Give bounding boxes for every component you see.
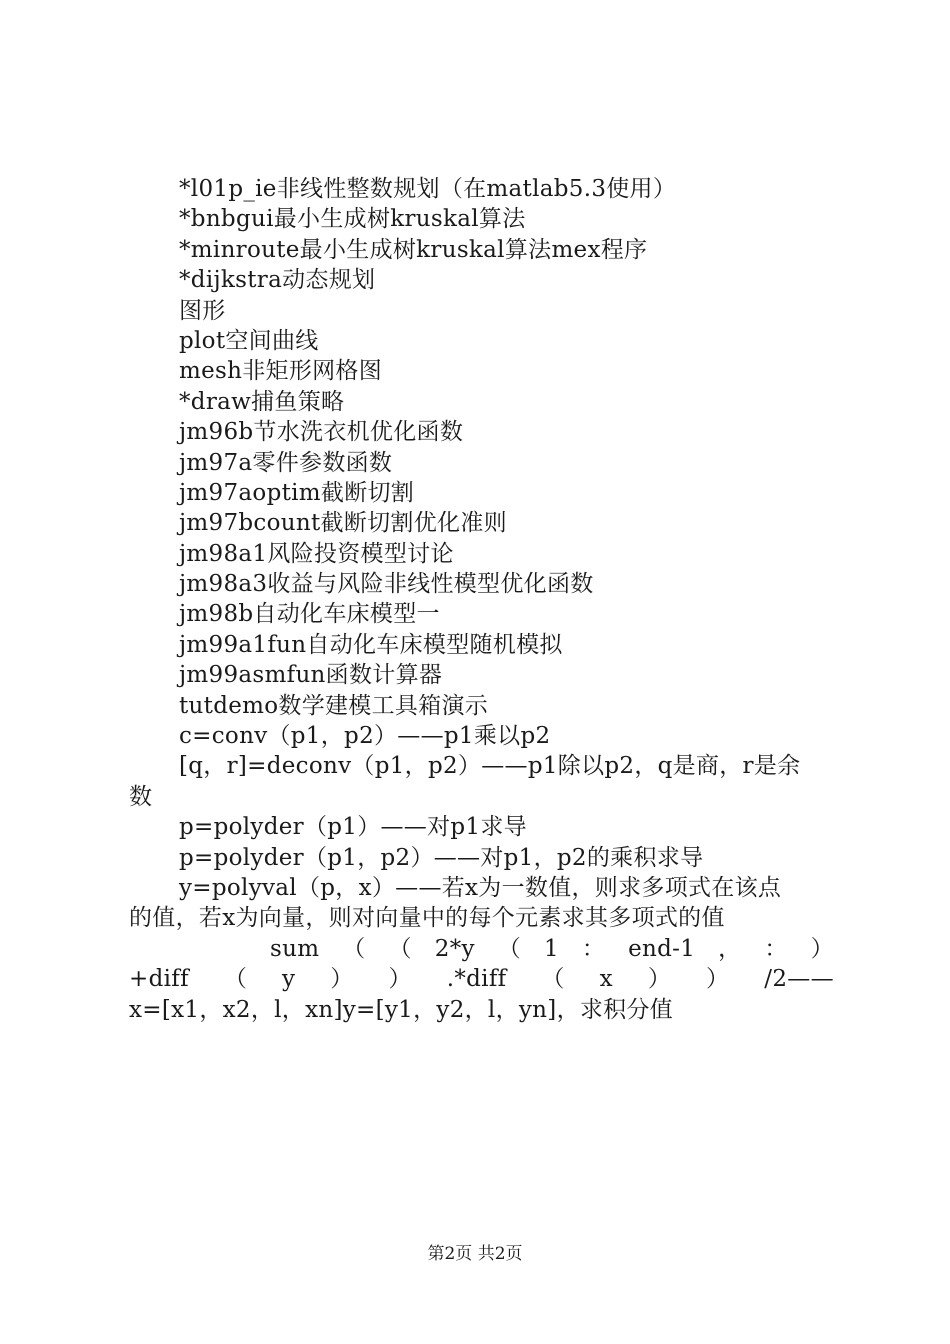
formula-token: ） [810, 935, 834, 962]
formula-token: .*diff [446, 966, 507, 993]
text-line: mesh非矩形网格图 [179, 358, 383, 385]
text-line: jm99a1fun自动化车床模型随机模拟 [179, 631, 563, 658]
formula-token: y [282, 966, 296, 993]
formula-token: （ [223, 966, 248, 993]
formula-token: /2—— [764, 966, 834, 993]
formula-token: （ [342, 935, 366, 962]
text-line: jm98a1风险投资模型讨论 [179, 540, 454, 567]
text-line: jm99asmfun函数计算器 [179, 662, 443, 689]
text-line: *dijkstra动态规划 [179, 267, 376, 294]
text-line-continued: 的值，若x为向量，则对向量中的每个元素求其多项式的值 [129, 905, 725, 932]
text-line: p=polyder（p1）——对p1求导 [179, 814, 527, 841]
formula-token: ： [581, 935, 606, 962]
document-body [129, 174, 834, 1025]
text-line: *bnbgui最小生成树kruskal算法 [179, 206, 526, 233]
formula-token: ： [764, 935, 788, 962]
formula-token: 2*y [434, 935, 475, 962]
formula-token: ， [718, 935, 742, 962]
formula-token: ） [330, 966, 354, 993]
text-line-continued: 数 [129, 783, 153, 810]
text-line: *minroute最小生成树kruskal算法mex程序 [179, 236, 648, 263]
text-line: jm97aoptim截断切割 [179, 479, 415, 506]
formula-token: +diff [129, 966, 189, 993]
text-line: y=polyval（p，x）——若x为一数值，则求多项式在该点 [179, 874, 782, 901]
formula-token: x [599, 966, 613, 993]
text-line: jm98b自动化车床模型一 [179, 601, 440, 628]
formula-token: ） [388, 966, 412, 993]
text-line: c=conv（p1，p2）——p1乘以p2 [179, 723, 551, 750]
formula-token: （ [497, 935, 522, 962]
formula-token: sum [270, 935, 320, 962]
sum-formula-line-3: x=[x1，x2，l，xn]y=[y1，y2，l，yn]，求积分值 [129, 996, 674, 1023]
page-footer: 第2页 共2页 [427, 1244, 523, 1264]
text-line: jm97bcount截断切割优化准则 [179, 510, 507, 537]
text-line: tutdemo数学建模工具箱演示 [179, 692, 489, 719]
section-heading: 图形 [179, 297, 226, 324]
sum-formula-line-1 [129, 934, 834, 964]
formula-token: ） [647, 966, 672, 993]
formula-token: ） [706, 966, 730, 993]
formula-token: （ [388, 935, 412, 962]
text-line: [q，r]=deconv（p1，p2）——p1除以p2，q是商，r是余 [179, 753, 801, 780]
text-line: jm96b节水洗衣机优化函数 [179, 419, 464, 446]
text-line: p=polyder（p1，p2）——对p1，p2的乘积求导 [179, 844, 704, 871]
sum-formula-line-2 [129, 964, 834, 994]
formula-token: （ [541, 966, 565, 993]
text-line: *l01p_ie非线性整数规划（在matlab5.3使用） [179, 176, 677, 202]
formula-token: end-1 [628, 935, 696, 962]
text-line: jm97a零件参数函数 [179, 449, 393, 476]
formula-token: 1 [543, 935, 559, 962]
text-line: jm98a3收益与风险非线性模型优化函数 [179, 571, 594, 598]
text-line: plot空间曲线 [179, 327, 319, 354]
text-line: *draw捕鱼策略 [179, 388, 345, 415]
